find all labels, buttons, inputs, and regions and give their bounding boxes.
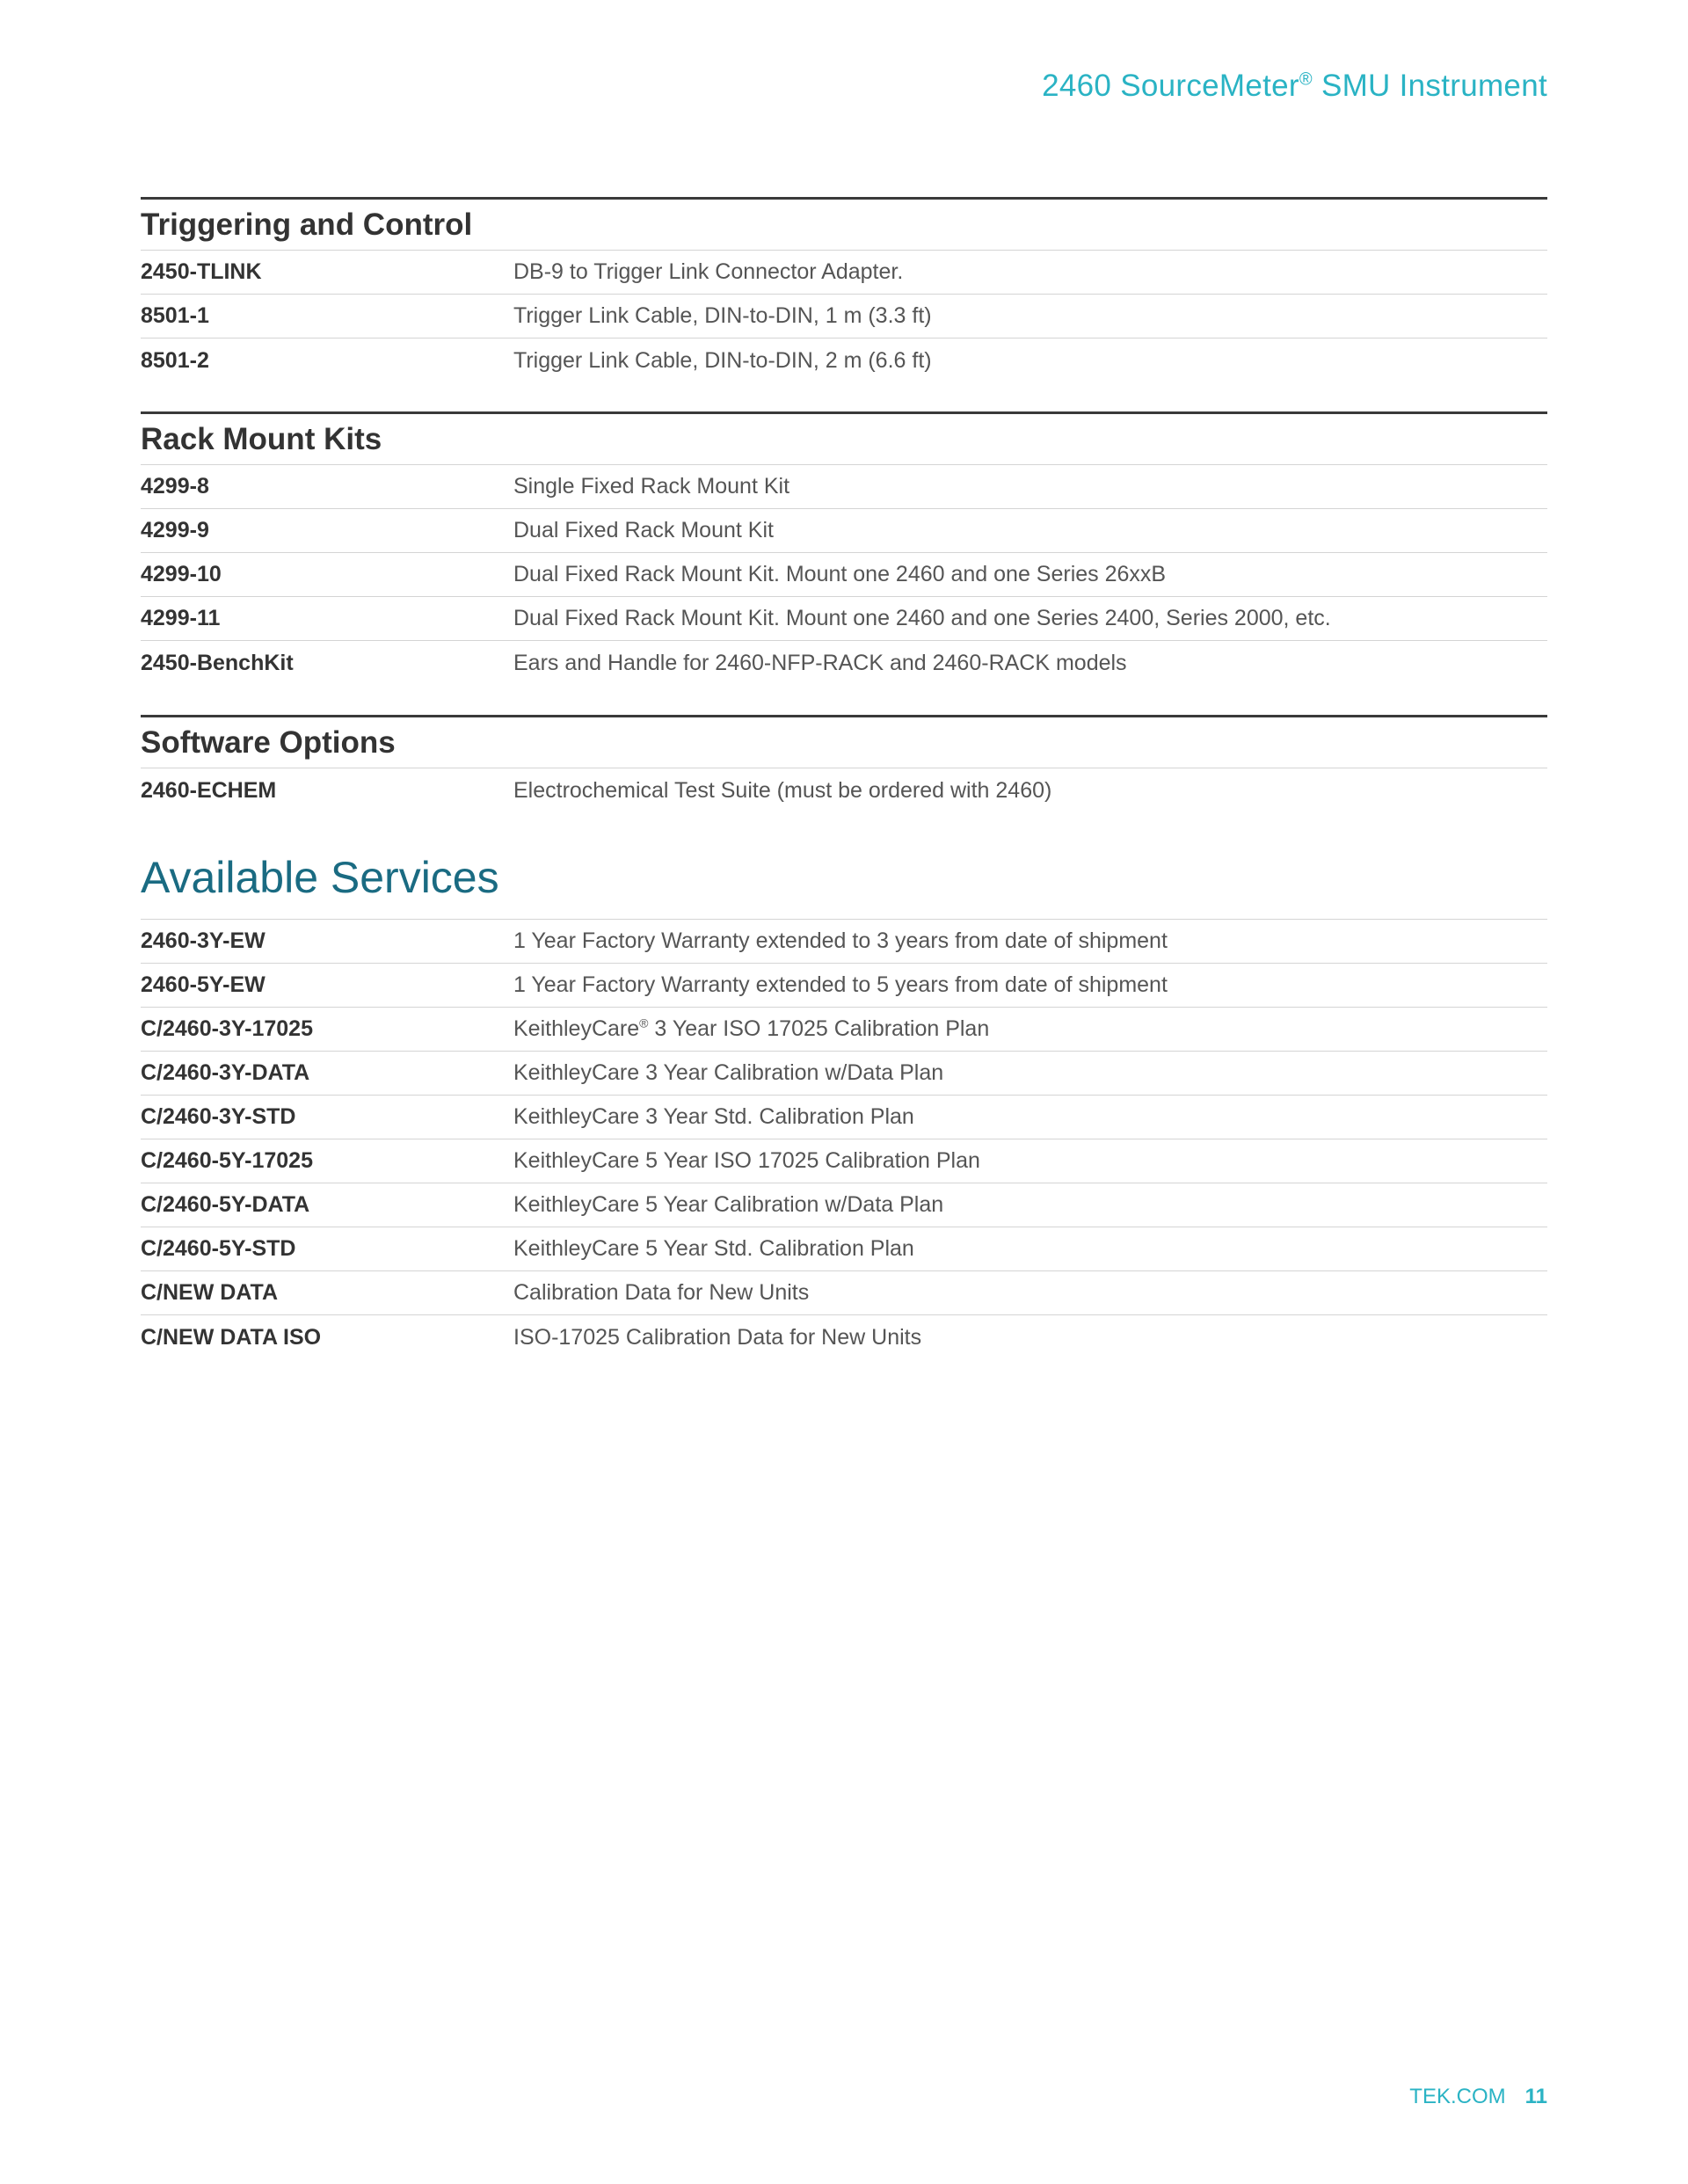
part-number: 2460-ECHEM (141, 777, 277, 803)
table-row (141, 1227, 1547, 1271)
footer-site-link[interactable]: TEK.COM (1409, 2085, 1506, 2108)
part-number: 4299-8 (141, 474, 209, 499)
section-heading: Rack Mount Kits (141, 414, 1547, 465)
document-title (1042, 69, 1547, 104)
part-description: Dual Fixed Rack Mount Kit. Mount one 2460 and one Series 2400, Series 2000, etc. (513, 606, 1331, 630)
service-code: 2460-5Y-EW (141, 972, 266, 997)
title-prefix: 2460 SourceMeter (1042, 69, 1299, 103)
table-row (141, 553, 1547, 597)
service-code: C/2460-5Y-STD (141, 1236, 296, 1261)
page-footer (1409, 2085, 1547, 2109)
services-heading: Available Services (141, 848, 1547, 920)
part-number: 2450-TLINK (141, 259, 262, 284)
registered-mark: ® (1299, 69, 1313, 90)
table-row (141, 1271, 1547, 1315)
service-code: C/2460-5Y-17025 (141, 1148, 313, 1173)
service-code: C/2460-3Y-17025 (141, 1016, 313, 1041)
service-description: KeithleyCare 5 Year Std. Calibration Plan (513, 1236, 914, 1261)
table-row (141, 920, 1547, 964)
service-code: C/2460-3Y-DATA (141, 1060, 310, 1085)
part-description: Dual Fixed Rack Mount Kit (513, 518, 774, 542)
desc-suffix: 3 Year ISO 17025 Calibration Plan (648, 1016, 990, 1041)
part-description: Ears and Handle for 2460-NFP-RACK and 2460-RACK models (513, 650, 1127, 675)
part-description: Electrochemical Test Suite (must be ordered with 2460) (513, 777, 1052, 803)
part-number: 4299-9 (141, 518, 209, 542)
table-row (141, 641, 1547, 685)
part-number: 4299-10 (141, 562, 222, 586)
part-number: 2450-BenchKit (141, 650, 294, 675)
service-code: C/2460-3Y-STD (141, 1104, 296, 1129)
table-row (141, 1183, 1547, 1227)
table-row (141, 251, 1547, 295)
table-row (141, 465, 1547, 509)
table-row (141, 295, 1547, 339)
table-row (141, 339, 1547, 382)
service-description: KeithleyCare 5 Year ISO 17025 Calibration Plan (513, 1148, 980, 1173)
table-row (141, 1008, 1547, 1052)
part-number: 8501-2 (141, 347, 209, 373)
service-description: 1 Year Factory Warranty extended to 3 years from date of shipment (513, 928, 1168, 953)
section-heading: Software Options (141, 717, 1547, 768)
desc-prefix: KeithleyCare (513, 1016, 640, 1041)
service-description: 1 Year Factory Warranty extended to 5 years from date of shipment (513, 972, 1168, 997)
registered-mark: ® (639, 1016, 649, 1030)
section-available-services (141, 848, 1547, 1359)
table-row (141, 597, 1547, 641)
table-row (141, 1315, 1547, 1359)
part-description: Dual Fixed Rack Mount Kit. Mount one 2460 and one Series 26xxB (513, 562, 1167, 586)
table-row (141, 509, 1547, 553)
service-code: C/NEW DATA (141, 1280, 278, 1305)
part-description: DB-9 to Trigger Link Connector Adapter. (513, 259, 904, 284)
service-description: KeithleyCare 5 Year Calibration w/Data Plan (513, 1192, 944, 1217)
section-heading: Triggering and Control (141, 200, 1547, 251)
table-row (141, 964, 1547, 1008)
page-number: 11 (1524, 2085, 1547, 2108)
service-description: ISO-17025 Calibration Data for New Units (513, 1324, 922, 1350)
service-description: KeithleyCare 3 Year Calibration w/Data Plan (513, 1060, 944, 1085)
service-code: C/2460-5Y-DATA (141, 1192, 310, 1217)
section-software-options (141, 715, 1547, 812)
service-code: 2460-3Y-EW (141, 928, 266, 953)
table-row (141, 1052, 1547, 1096)
part-description: Single Fixed Rack Mount Kit (513, 474, 790, 499)
part-number: 4299-11 (141, 606, 221, 630)
service-code: C/NEW DATA ISO (141, 1324, 322, 1350)
title-suffix: SMU Instrument (1312, 69, 1547, 103)
service-description: KeithleyCare 3 Year Std. Calibration Plan (513, 1104, 914, 1129)
service-description: Calibration Data for New Units (513, 1280, 810, 1305)
part-description: Trigger Link Cable, DIN-to-DIN, 2 m (6.6 ft) (513, 347, 932, 373)
table-row (141, 1139, 1547, 1183)
section-triggering-and-control (141, 197, 1547, 382)
part-number: 8501-1 (141, 303, 209, 328)
table-row (141, 1096, 1547, 1139)
part-description: Trigger Link Cable, DIN-to-DIN, 1 m (3.3 ft) (513, 303, 932, 328)
service-description (513, 1016, 989, 1042)
section-rack-mount-kits (141, 411, 1547, 685)
table-row (141, 768, 1547, 812)
